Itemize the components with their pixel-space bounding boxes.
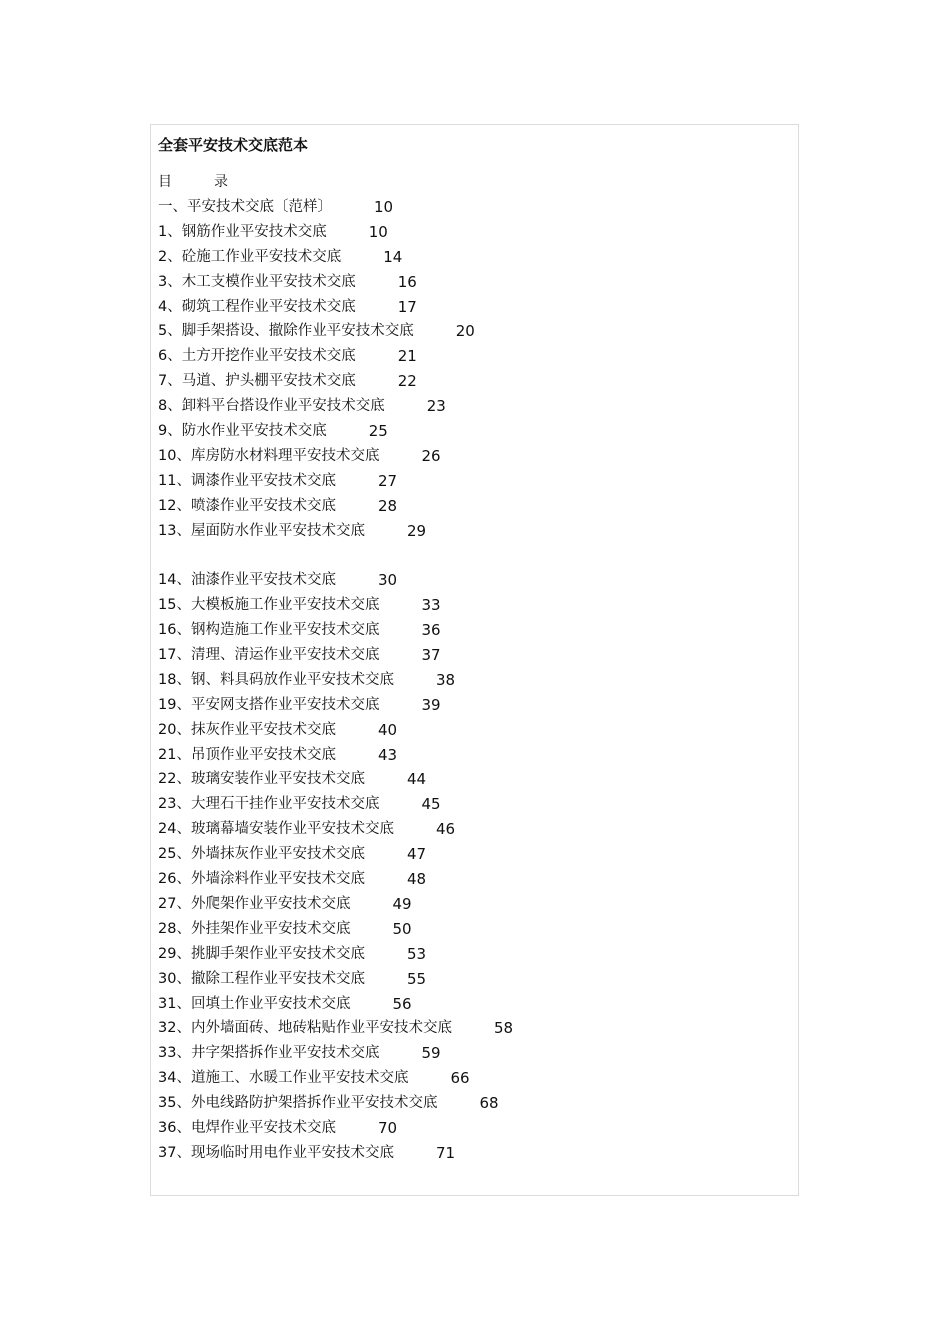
- toc-item-page-number: 21: [397, 347, 417, 366]
- toc-item-label: 31、回填土作业平安技术交底: [158, 995, 351, 1012]
- toc-item-label: 一、平安技术交底〔范样〕: [158, 199, 332, 215]
- toc-item[interactable]: [158, 917, 513, 942]
- toc-item[interactable]: [158, 593, 513, 618]
- toc-item-page-number: 38: [435, 670, 456, 689]
- toc-item-label: 10、库房防水材料理平安技术交底: [158, 447, 380, 464]
- toc-item-label: 17、清理、清运作业平安技术交底: [158, 647, 380, 664]
- toc-item-page-number: 28: [377, 496, 398, 515]
- toc-item-page-number: 70: [377, 1118, 398, 1137]
- toc-item-label: 14、油漆作业平安技术交底: [158, 572, 336, 589]
- toc-item-page-number: 10: [374, 198, 394, 216]
- toc-item-page-number: 22: [397, 372, 417, 391]
- toc-item-label: 16、钢构造施工作业平安技术交底: [158, 622, 380, 639]
- toc-item-label: 25、外墙抹灰作业平安技术交底: [158, 846, 365, 863]
- toc-heading-char-1: 目: [158, 174, 172, 190]
- toc-item-label: 24、玻璃幕墙安装作业平安技术交底: [158, 821, 394, 838]
- toc-item-page-number: 56: [392, 994, 412, 1013]
- toc-item-label: 15、大模板施工作业平安技术交底: [158, 597, 380, 614]
- toc-item[interactable]: [158, 792, 513, 817]
- toc-item[interactable]: [158, 618, 513, 643]
- toc-item-page-number: 20: [455, 322, 475, 341]
- toc-item[interactable]: [158, 394, 513, 419]
- toc-item-page-number: 33: [421, 596, 441, 615]
- toc-item-page-number: 23: [426, 397, 446, 416]
- toc-item-page-number: 46: [435, 820, 456, 839]
- toc-item-page-number: 53: [406, 944, 427, 963]
- toc-item-label: 20、抹灰作业平安技术交底: [158, 721, 336, 738]
- toc-item-page-number: 45: [421, 795, 441, 814]
- toc-item-label: 22、玻璃安装作业平安技术交底: [158, 771, 365, 788]
- toc-item-label: 30、撤除工程作业平安技术交底: [158, 970, 365, 987]
- toc-item-label: 28、外挂架作业平安技术交底: [158, 920, 351, 937]
- toc-item[interactable]: [158, 693, 513, 718]
- toc-item[interactable]: [158, 992, 513, 1017]
- toc-item-label: 8、卸料平台搭设作业平安技术交底: [158, 398, 385, 415]
- toc-item-label: 3、木工支模作业平安技术交底: [158, 273, 356, 290]
- toc-item[interactable]: [158, 942, 513, 967]
- toc-item-label: 35、外电线路防护架搭拆作业平安技术交底: [158, 1095, 438, 1112]
- toc-item-label: 9、防水作业平安技术交底: [158, 423, 327, 440]
- toc-item-page-number: 26: [421, 446, 441, 465]
- toc-item-label: 33、井字架搭拆作业平安技术交底: [158, 1045, 380, 1062]
- toc-item[interactable]: [158, 319, 513, 344]
- toc-item[interactable]: [158, 1091, 513, 1116]
- toc-item-label: 1、钢筋作业平安技术交底: [158, 223, 327, 240]
- toc-item[interactable]: [158, 1116, 513, 1141]
- toc-item-page-number: 50: [392, 919, 412, 938]
- table-of-contents: [158, 195, 513, 1166]
- toc-item[interactable]: [158, 519, 513, 544]
- toc-item-page-number: 10: [368, 222, 388, 241]
- toc-item-label: 7、马道、护头棚平安技术交底: [158, 373, 356, 390]
- toc-item[interactable]: [158, 245, 513, 270]
- toc-item-label: 26、外墙涂料作业平安技术交底: [158, 871, 365, 888]
- toc-item[interactable]: [158, 295, 513, 320]
- toc-item-page-number: 48: [406, 870, 427, 889]
- toc-item-label: 2、砼施工作业平安技术交底: [158, 248, 342, 265]
- toc-item-label: 4、砌筑工程作业平安技术交底: [158, 298, 356, 315]
- toc-item-page-number: 55: [406, 969, 427, 988]
- toc-item[interactable]: [158, 344, 513, 369]
- toc-item-page-number: 68: [479, 1094, 499, 1113]
- toc-item[interactable]: [158, 643, 513, 668]
- toc-item-page-number: 66: [450, 1069, 470, 1088]
- toc-item-page-number: 71: [435, 1143, 456, 1162]
- toc-item-label: 6、土方开挖作业平安技术交底: [158, 348, 356, 365]
- toc-item[interactable]: [158, 220, 513, 245]
- toc-heading: [158, 171, 228, 193]
- toc-item-label: 23、大理石干挂作业平安技术交底: [158, 796, 380, 813]
- toc-item-page-number: 27: [377, 471, 398, 490]
- toc-item-page-number: 17: [397, 297, 417, 316]
- toc-item-page-number: 30: [377, 571, 398, 590]
- toc-item[interactable]: [158, 419, 513, 444]
- toc-item-label: 36、电焊作业平安技术交底: [158, 1119, 336, 1136]
- toc-item-label: 18、钢、料具码放作业平安技术交底: [158, 671, 394, 688]
- toc-item[interactable]: [158, 743, 513, 768]
- toc-item-label: 21、吊顶作业平安技术交底: [158, 746, 336, 763]
- toc-item-page-number: 14: [383, 247, 403, 266]
- toc-item-page-number: 36: [421, 621, 441, 640]
- toc-item-label: 32、内外墙面砖、地砖粘贴作业平安技术交底: [158, 1020, 452, 1037]
- toc-item-page-number: 16: [397, 272, 417, 291]
- document-title: 全套平安技术交底范本: [158, 136, 309, 154]
- toc-item[interactable]: [158, 195, 513, 220]
- toc-item-label: 12、喷漆作业平安技术交底: [158, 497, 336, 514]
- toc-item[interactable]: [158, 444, 513, 469]
- toc-item[interactable]: [158, 469, 513, 494]
- toc-item-page-number: 39: [421, 695, 441, 714]
- toc-item-label: 19、平安网支搭作业平安技术交底: [158, 696, 380, 713]
- toc-item-label: 5、脚手架搭设、撤除作业平安技术交底: [158, 323, 414, 340]
- toc-item[interactable]: [158, 1016, 513, 1041]
- toc-heading-char-2: 录: [214, 174, 228, 190]
- toc-item-label: 29、挑脚手架作业平安技术交底: [158, 945, 365, 962]
- toc-item-page-number: 47: [406, 845, 427, 864]
- toc-item-label: 11、调漆作业平安技术交底: [158, 472, 336, 489]
- toc-item[interactable]: [158, 842, 513, 867]
- toc-item-label: 27、外爬架作业平安技术交底: [158, 895, 351, 912]
- toc-item-page-number: 58: [493, 1019, 514, 1038]
- toc-item[interactable]: [158, 369, 513, 394]
- toc-item-page-number: 59: [421, 1044, 441, 1063]
- toc-item[interactable]: [158, 1141, 513, 1166]
- toc-item[interactable]: [158, 817, 513, 842]
- toc-item-page-number: 49: [392, 894, 412, 913]
- toc-item-page-number: 25: [368, 422, 388, 441]
- toc-item-label: 13、屋面防水作业平安技术交底: [158, 522, 365, 539]
- toc-spacer: [158, 543, 513, 568]
- toc-item-page-number: 40: [377, 720, 398, 739]
- toc-item[interactable]: [158, 967, 513, 992]
- toc-item[interactable]: [158, 1066, 513, 1091]
- toc-item-label: 34、道施工、水暖工作业平安技术交底: [158, 1070, 409, 1087]
- toc-item-label: 37、现场临时用电作业平安技术交底: [158, 1144, 394, 1161]
- toc-item[interactable]: [158, 718, 513, 743]
- toc-item[interactable]: [158, 892, 513, 917]
- toc-item[interactable]: [158, 867, 513, 892]
- toc-item[interactable]: [158, 1041, 513, 1066]
- toc-item-page-number: 43: [377, 745, 398, 764]
- toc-item[interactable]: [158, 767, 513, 792]
- toc-item-page-number: 37: [421, 646, 441, 665]
- toc-item-page-number: 29: [406, 521, 427, 540]
- toc-item[interactable]: [158, 568, 513, 593]
- toc-item[interactable]: [158, 668, 513, 693]
- toc-item[interactable]: [158, 270, 513, 295]
- toc-item-page-number: 44: [406, 770, 427, 789]
- toc-item[interactable]: [158, 494, 513, 519]
